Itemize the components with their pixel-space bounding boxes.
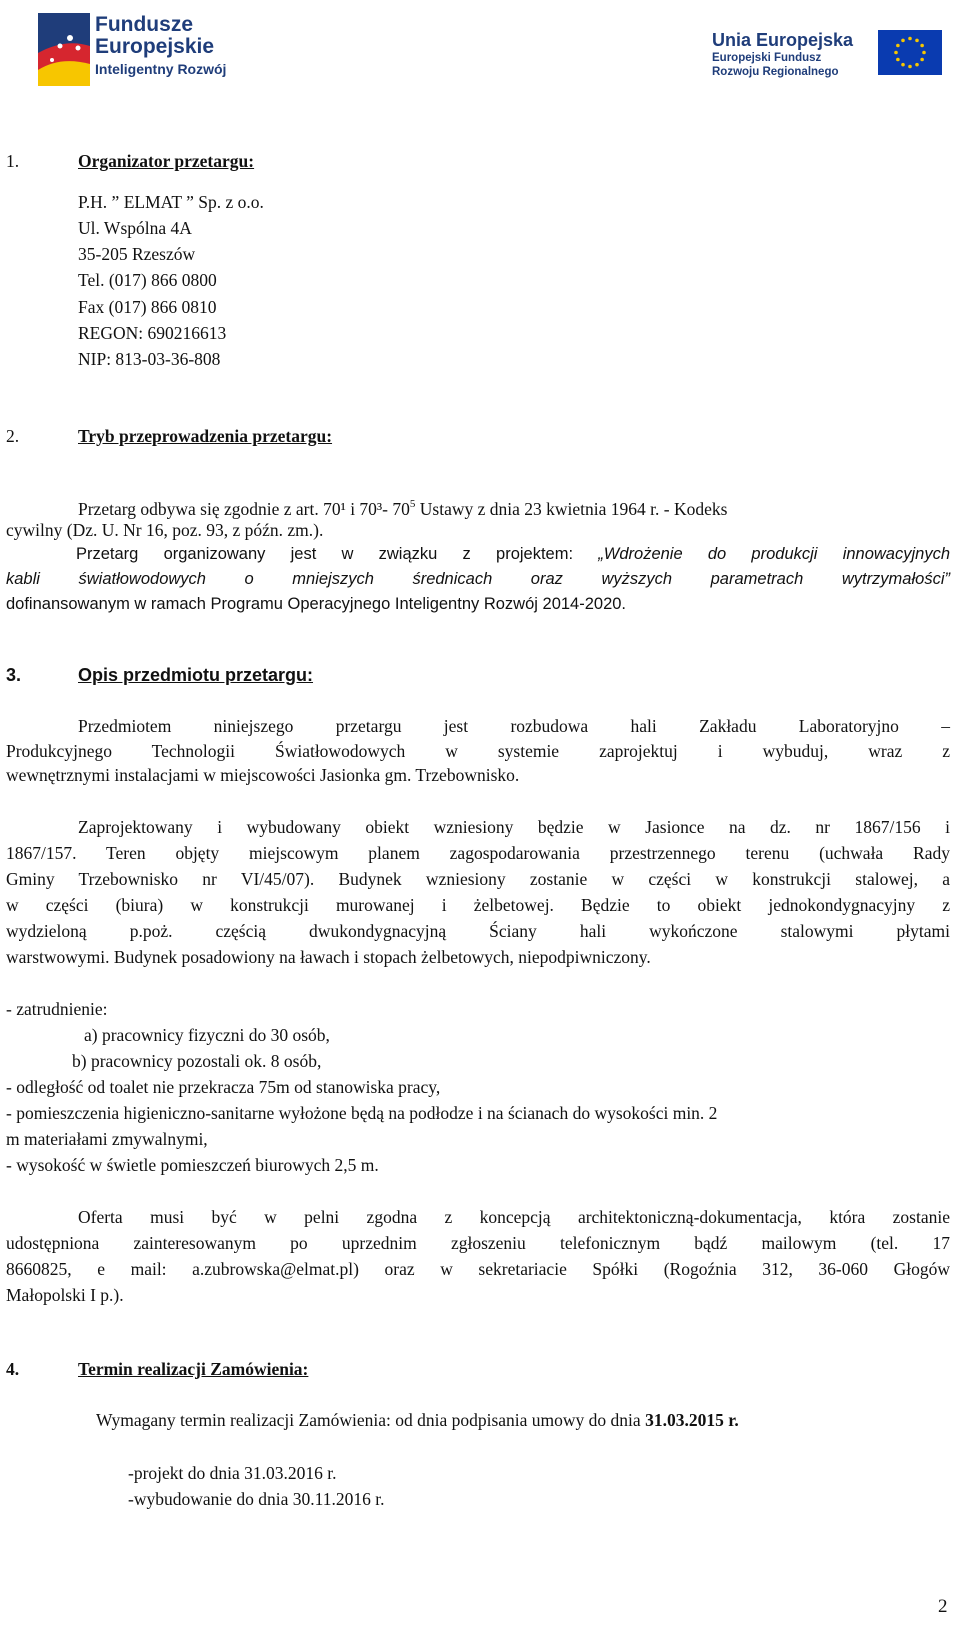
building-line-1: Zaprojektowany i wybudowany obiekt wzniesiony będzie w Jasionce na dz. nr 1867/156 i [78,817,950,837]
organizer-nip: NIP: 813-03-36-808 [78,349,221,369]
organizer-phone: Tel. (017) 866 0800 [78,270,217,290]
project-line-2: kabli światłowodowych o mniejszych średnicach oraz wyższych parametrach wytrzymałości” [6,570,950,588]
eu-star-icon [896,58,900,62]
legal-basis-line-1: Przetarg odbywa się zgodnie z art. 70¹ i 70³- $70^5$ Ustawy z dnia 23 kwietnia 1964 r. - Kodeks [78,498,728,519]
section-2-number: 2. [6,426,20,446]
eu-star-icon [896,44,900,48]
building-line-2: 1867/157. Teren objęty miejscowym planem zagospodarowania przestrzennego terenu (uchwała Rady [6,843,950,863]
offer-line-4: Małopolski I p.). [6,1285,124,1305]
eu-star-icon [901,63,905,67]
section-3-number: 3. [6,665,22,685]
offer-line-2: udostępniona zainteresowanym po uprzednim zgłoszeniu telefonicznym bądź mailowym (tel. 17 [6,1233,950,1253]
subject-line-3: wewnętrznymi instalacjami w miejscowości Jasionka gm. Trzebownisko. [6,765,520,785]
building-line-3: Gminy Trzebownisko nr VI/45/07). Budynek wzniesiony zostanie w części w konstrukcji stalowej, a [6,869,950,889]
section-1-title: Organizator przetargu: [78,151,255,171]
eu-flag-icon [878,30,942,75]
deadline-line: Wymagany termin realizacji Zamówienia: od dnia podpisania umowy do dnia 31.03.2015 r. [96,1410,739,1430]
eu-star-icon [894,51,898,55]
employment-item: - zatrudnienie: [6,999,108,1019]
offer-line-3: 8660825, e mail: a.zubrowska@elmat.pl) oraz w sekretariacie Spółki (Rogoźnia 312, 36-060 Głogów [6,1259,950,1279]
subject-line-1: Przedmiotem niniejszego przetargu jest rozbudowa hali Zakładu Laboratoryjno – [78,716,950,736]
building-line-4: w części (biura) w konstrukcji murowanej i żelbetowej. Będzie to obiekt jednokondygnacyjny z [6,895,950,915]
construction-deadline: -wybudowanie do dnia 30.11.2016 r. [128,1489,385,1509]
section-3-title: Opis przedmiotu przetargu: [78,665,314,685]
organizer-street: Ul. Wspólna 4A [78,218,192,238]
fundusze-europejskie-text: Fundusze Europejskie Inteligentny Rozwój [95,13,227,77]
page-number: 2 [938,1596,948,1617]
eu-star-icon [901,39,905,43]
project-line-1: Przetarg organizowany jest w związku z projektem: „Wdrożenie do produkcji innowacyjnych [76,545,950,563]
section-4-number: 4. [6,1359,20,1379]
subject-line-2: Produkcyjnego Technologii Światłowodowych w systemie zaprojektuj i wybuduj, wraz z [6,741,950,761]
office-height-item: - wysokość w świetle pomieszczeń biurowych 2,5 m. [6,1155,379,1175]
employment-other: b) pracownicy pozostali ok. 8 osób, [72,1051,322,1071]
toilet-distance-item: - odległość od toalet nie przekracza 75m od stanowiska pracy, [6,1077,441,1097]
design-deadline: -projekt do dnia 31.03.2016 r. [128,1463,337,1483]
organizer-city: 35-205 Rzeszów [78,244,196,264]
offer-line-1: Oferta musi być w pelni zgodna z koncepcją architektoniczną-dokumentacja, która zostanie [78,1207,950,1227]
eu-star-icon [915,63,919,67]
eu-star-icon [920,58,924,62]
eu-star-icon [920,44,924,48]
unia-europejska-text: Unia Europejska Europejski Fundusz Rozwoju Regionalnego [712,30,854,78]
building-line-5: wydzieloną p.poż. częścią dwukondygnacyjną Ściany hali wykończone stalowymi płytami [6,921,950,941]
building-line-6: warstwowymi. Budynek posadowiony na ławach i stopach żelbetowych, niepodpiwniczony. [6,947,651,967]
sanitary-rooms-item-cont: m materiałami zmywalnymi, [6,1129,208,1149]
section-4-title: Termin realizacji Zamówienia: [78,1359,309,1379]
eu-star-icon [915,39,919,43]
eu-star-icon [922,51,926,55]
employment-physical: a) pracownicy fizyczni do 30 osób, [84,1025,330,1045]
organizer-regon: REGON: 690216613 [78,323,227,343]
organizer-name: P.H. ” ELMAT ” Sp. z o.o. [78,192,264,212]
section-1-number: 1. [6,151,20,171]
eu-star-icon [908,65,912,69]
legal-basis-line-2: cywilny (Dz. U. Nr 16, poz. 93, z późn. zm.). [6,520,324,540]
organizer-fax: Fax (017) 866 0810 [78,297,217,317]
project-line-3: dofinansowanym w ramach Programu Operacyjnego Inteligentny Rozwój 2014-2020. [6,595,627,613]
sanitary-rooms-item: - pomieszczenia higieniczno-sanitarne wyłożone będą na podłodze i na ścianach do wysokości min. 2 [6,1103,718,1123]
section-2-title: Tryb przeprowadzenia przetargu: [78,426,333,446]
eu-star-icon [908,37,912,41]
